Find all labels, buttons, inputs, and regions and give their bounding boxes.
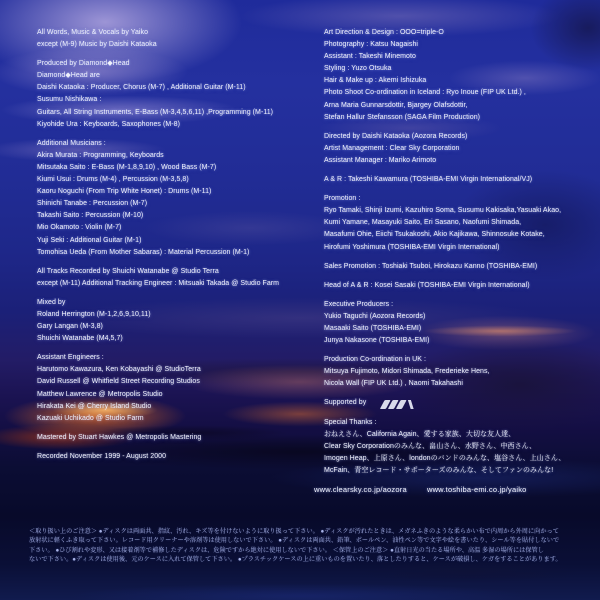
credit-line: Sales Promotion : Toshiaki Tsuboi, Hirokazu Kanno (TOSHIBA-EMI) (324, 262, 538, 270)
credit-line: Assistant Engineers : (37, 354, 104, 362)
credit-line: Executive Producers : (324, 300, 394, 308)
credit-line: Yuji Seki : Additional Guitar (M-1) (37, 236, 142, 244)
credit-line: Gary Langan (M-3,8) (37, 323, 103, 331)
credit-line: Guitars, All String Instruments, E-Bass (M-3,4,5,6,11) ,Programming (M-11) (37, 108, 274, 116)
credit-line: Ryo Tamaki, Shinji Izumi, Kazuhiro Soma, Susumu Kakisaka,Yasuaki Akao, (324, 207, 562, 215)
credit-line: except (M-11) Additional Tracking Engineer : Mitsuaki Takada @ Studio Farm (37, 279, 280, 287)
aozora-url-link[interactable]: www.clearsky.co.jp/aozora (314, 485, 407, 494)
credit-line: Assistant : Takeshi Minemoto (324, 53, 416, 61)
spacer (324, 186, 596, 193)
spacer (324, 124, 596, 131)
disc-care-notice (29, 527, 589, 564)
credit-line: Clear Sky Corporationのみんな、畠山さん、水野さん、中西さん、 (324, 442, 537, 450)
toshiba-emi-url-link[interactable]: www.toshiba-emi.co.jp/yaiko (426, 485, 527, 494)
credit-line: A & R : Takeshi Kawamura (TOSHIBA-EMI Virgin International/VJ) (324, 176, 533, 184)
credit-line: Photography : Katsu Nagaishi (324, 41, 419, 49)
credit-line: Mitsuya Fujimoto, Midori Shimada, Frederieke Hens, (324, 368, 490, 376)
credit-line: Matthew Lawrence @ Metropolis Studio (37, 390, 163, 398)
credit-line: All Words, Music & Vocals by Yaiko (37, 29, 149, 36)
notice-line: 下さい。 ●ひび割れや変形、又は接着剤等で補修したディスクは、危険ですから絶対に使用しないで下さい。 ＜保管上のご注意＞ ●直射日光の当たる場所や、高温 多湿の場所には保管し (29, 546, 544, 554)
notice-line: 放射状に軽くふき取って下さい。レコード用クリーナーや溶剤等は使用しないで下さい。 ●ディスクは両面共、鉛筆、ボールペン、油性ペン等で文字や絵を書いたり、シール等を貼付しないで (29, 537, 560, 545)
spacer (37, 345, 317, 352)
spacer (324, 167, 596, 174)
credit-line: Nicola Wall (FIP UK Ltd.) , Naomi Takahashi (324, 380, 463, 388)
credit-line: Mitsutaka Saito : E-Bass (M-1,8,9,10) , Wood Bass (M-7) (37, 163, 217, 171)
website-links-row (314, 485, 596, 494)
credit-line: Mio Okamoto : Violin (M-7) (37, 224, 122, 232)
credit-line: Assistant Manager : Mariko Arimoto (324, 156, 437, 164)
credit-line: Special Thanks : (324, 418, 377, 426)
credit-line: Kiyohide Ura : Keyboards, Saxophones (M-8) (37, 120, 180, 128)
credit-line: except (M-9) Music by Daishi Kataoka (37, 41, 157, 49)
credit-line: Hirakata Kei @ Cherry Island Studio (37, 402, 152, 410)
credits-right-lines (324, 27, 596, 477)
credit-line: Hirofumi Yoshimura (TOSHIBA-EMI Virgin International) (324, 243, 500, 251)
spacer (324, 390, 596, 397)
credit-line: Shinichi Tanabe : Percussion (M-7) (37, 200, 148, 208)
credit-line: Harutomo Kawazura, Ken Kobayashi @ StudioTerra (37, 366, 201, 374)
credit-line: Kazuaki Uchikado @ Studio Farm (37, 414, 144, 422)
credit-line: Additional Musicians : (37, 139, 106, 147)
credit-line: Art Direction & Design : OOO=triple-O (324, 29, 444, 36)
credit-line: McFain、青空レコード・サポーターズのみんな、そしてファンのみんな! (324, 466, 554, 474)
credit-line: Daishi Kataoka : Producer, Chorus (M-7) , Additional Guitar (M-11) (37, 84, 246, 92)
spacer (37, 51, 317, 58)
credit-line: おねえさん、California Again、愛する家族、大切な友人達、 (324, 430, 516, 438)
notice-line: ないで下さい。●ディスクは使用後、元のケースに入れて保管して下さい。 ●プラスチックケースの上に重いものを置いたり、落としたりすると、ケースが破損し、ケガをすることがあります。 (29, 555, 562, 563)
credits-right-column (314, 27, 596, 494)
credit-line: Masaaki Saito (TOSHIBA-EMI) (324, 324, 422, 332)
credit-line: Kiumi Usui : Drums (M-4) , Percussion (M-3,5,8) (37, 176, 189, 184)
credit-line: Mixed by (37, 298, 66, 306)
spacer (324, 292, 596, 299)
spacer (324, 347, 596, 354)
spacer (37, 290, 317, 297)
credit-line: Directed by Daishi Kataoka (Aozora Records) (324, 132, 468, 140)
spacer (324, 410, 596, 417)
supported-by-logo-icon (379, 400, 420, 410)
credit-line: Junya Nakasone (TOSHIBA-EMI) (324, 337, 430, 345)
credit-line: Susumu Nishikawa : (37, 96, 102, 104)
spacer (324, 273, 596, 280)
credit-line: David Russell @ Whitfield Street Recording Studios (37, 378, 200, 386)
credits-left-column (37, 27, 317, 463)
credit-line: Recorded November 1999 - August 2000 (37, 452, 167, 460)
spacer (37, 131, 317, 138)
credit-line: Takashi Saito : Percussion (M-10) (37, 212, 144, 220)
spacer (324, 254, 596, 261)
credit-line: Styling : Yuzo Otsuka (324, 65, 392, 73)
credit-line: Diamond◆Head are (37, 72, 100, 80)
credit-line: Shuichi Watanabe (M4,5,7) (37, 335, 123, 343)
credit-line: Imogen Heap、上原さん、londonのバンドのみんな、塩谷さん、上山さん、 (324, 454, 566, 462)
credit-line: Produced by Diamond◆Head (37, 60, 130, 68)
credit-line: Hair & Make up : Akemi Ishizuka (324, 77, 427, 85)
credit-line: Photo Shoot Co-ordination in Iceland : Ryo Inoue (FIP UK Ltd.) , (324, 89, 526, 97)
spacer (37, 425, 317, 432)
credit-line: Production Co-ordination in UK : (324, 356, 426, 364)
credit-line: Artist Management : Clear Sky Corporation (324, 144, 460, 152)
credit-line: Yukio Taguchi (Aozora Records) (324, 312, 426, 320)
credit-line: Mastered by Stuart Hawkes @ Metropolis Mastering (37, 433, 202, 441)
credit-line: Kumi Yamane, Masayuki Saito, Eri Sasano, Naofumi Shimada, (324, 219, 522, 227)
spacer (37, 259, 317, 266)
credit-line: Masafumi Ohie, Eiichi Tsukakoshi, Akio Kajikawa, Shinnosuke Kotake, (324, 231, 545, 239)
credit-line: Supported by (324, 399, 367, 407)
credit-line: Promotion : (324, 195, 361, 203)
spacer (37, 444, 317, 451)
credit-line: Head of A & R : Kosei Sasaki (TOSHIBA-EMI Virgin International) (324, 281, 530, 289)
credit-line: Kaoru Noguchi (From Trip White Honet) : Drums (M-11) (37, 188, 212, 196)
credit-line: Arna Maria Gunnarsdottir, Bjargey Olafsdottir, (324, 101, 468, 109)
credit-line: All Tracks Recorded by Shuichi Watanabe @ Studio Terra (37, 267, 219, 275)
credit-line: Roland Herrington (M-1,2,6,9,10,11) (37, 310, 151, 318)
credit-line: Akira Murata : Programming, Keyboards (37, 151, 164, 159)
notice-line: ＜取り扱い上のご注意＞ ●ディスクは両面共、指紋、汚れ、キズ等を付けないように取り扱って下さい。 ●ディスクが汚れたときは、メガネふきのような柔らかい布で内周から外周に向かって (29, 528, 559, 535)
credit-line: Tomohisa Ueda (From Mother Sabaras) : Material Percussion (M-1) (37, 248, 250, 256)
credit-line: Stefan Hallur Stefansson (SAGA Film Production) (324, 113, 481, 121)
